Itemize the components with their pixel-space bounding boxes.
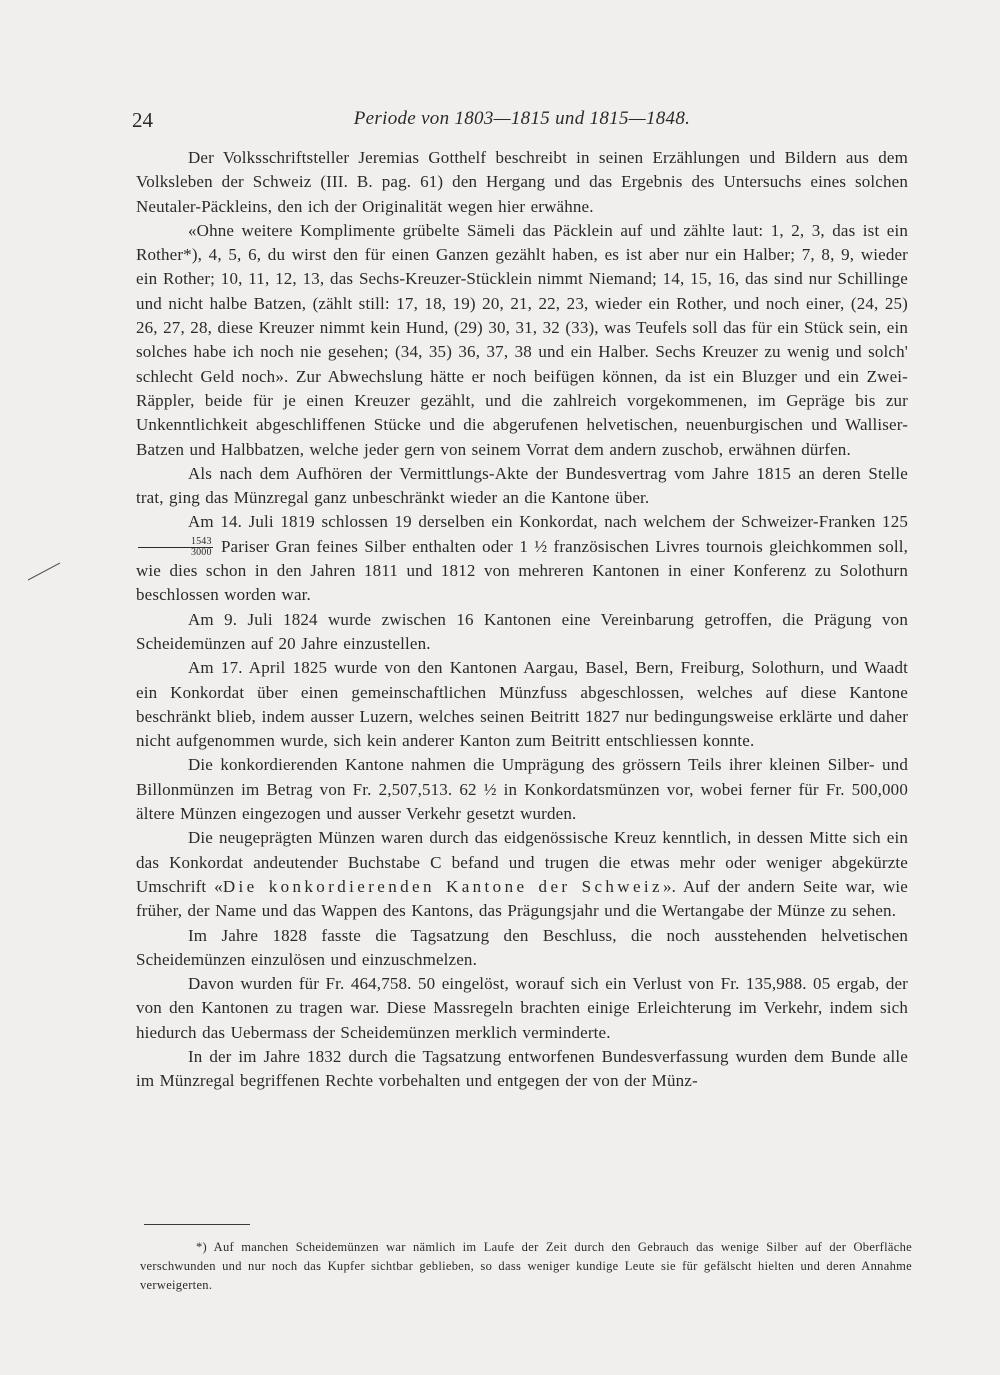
text-run: Zur Abwechslung hätte er noch beifügen können, da ist ein Bluzger und ein Zwei-Räppler, beide für je einen Kreuzer gezählt, und die zahlreich vorgekommenen, im Gepräge bis zur Unkenntlichkeit abgeschliffenen Stücke und die abgerufenen helvetischen, neuenburgischen und Walliser-Batzen und Halbbatzen, welche jeder gern von seinem Vorrat dem andern zuschob, erwähnen dürfen.: [136, 366, 908, 459]
paragraph: Der Volksschriftsteller Jeremias Gotthelf beschreibt in seinen Erzählungen und Bildern aus dem Volksleben der Schweiz (III. B. pag. 61) den Hergang und das Ergebnis des Untersuchs eines solchen Neutaler-Päckleins, den ich der Originalität wegen hier erwähne.: [136, 148, 908, 216]
paragraph: Am 17. April 1825 wurde von den Kantonen Aargau, Basel, Bern, Freiburg, Solothurn, und Waadt ein Konkordat über einen gemeinschaftlichen Münzfuss abgeschlossen, welches auf diese Kantone beschränkt blieb, indem ausser Luzern, welches seinen Beitritt 1827 nur bedingungsweise erklärte und daher nicht aufgenommen wurde, sich kein anderer Kanton zum Beitritt entschliessen konnte.: [136, 658, 908, 751]
pencil-mark: [26, 560, 62, 582]
text-run: Pariser Gran feines Silber enthalten oder 1 ½ französischen Livres tournois gleichkommen soll, wie dies schon in den Jahren 1811 und 1812 von mehreren Kantonen in einer Konferenz zu Solothurn beschlossen worden war.: [136, 536, 908, 605]
paragraph: [136, 826, 908, 923]
paragraph: [136, 219, 908, 462]
fraction: [138, 537, 213, 558]
paragraph: In der im Jahre 1832 durch die Tagsatzung entworfenen Bundesverfassung wurden dem Bunde alle im Münzregal begriffenen Rechte vorbehalten und entgegen der von der Münz-: [136, 1046, 908, 1091]
paragraph: Die konkordierenden Kantone nahmen die Umprägung des grössern Teils ihrer kleinen Silber- und Billonmünzen im Betrag von Fr. 2,507,513. 62 ½ in Konkordatsmünzen vor, wobei ferner für Fr. 500,000 ältere Münzen eingezogen und ausser Verkehr gesetzt wurden.: [136, 755, 908, 824]
page-number: 24: [132, 108, 153, 132]
paragraph: Davon wurden für Fr. 464,758. 50 eingelöst, worauf sich ein Verlust von Fr. 135,988. 05 ergab, der von den Kantonen zu tragen war. Diese Massregeln brachten einige Erleichterung im Verkehr, indem sich hiedurch das Uebermass der Scheidemünzen merklich verminderte.: [136, 974, 908, 1042]
text-run: ». Auf der andern Seite war, wie früher, der Name und das Wappen des Kantons, das Prägungsjahr und die Wertangabe der Münze zu sehen.: [136, 876, 908, 921]
running-title: Periode von 1803—1815 und 1815—1848.: [353, 108, 691, 129]
spaced-inscription: Die konkordierenden Kantone der Schweiz: [222, 876, 663, 896]
footnote-divider: [144, 1224, 250, 1225]
fraction-denominator: 3000: [191, 547, 212, 559]
paragraph: Am 9. Juli 1824 wurde zwischen 16 Kantonen eine Vereinbarung getroffen, die Prägung von Scheidemünzen auf 20 Jahre einzustellen.: [136, 609, 908, 653]
paragraph: Als nach dem Aufhören der Vermittlungs-Akte der Bundesvertrag vom Jahre 1815 an deren Stelle trat, ging das Münzregal ganz unbeschränkt wieder an die Kantone über.: [136, 463, 908, 508]
paragraph: Im Jahre 1828 fasste die Tagsatzung den Beschluss, die noch ausstehenden helvetischen Scheidemünzen einzulösen und einzuschmelzen.: [136, 925, 908, 969]
quotation: «Ohne weitere Komplimente grübelte Sämeli das Päcklein auf und zählte laut: 1, 2, 3, das ist ein Rother*), 4, 5, 6, du wirst den für einen Ganzen gezählt haben, es ist aber nur ein Halber; 7, 8, 9, wieder ein Rother; 10, 11, 12, 13, das Sechs-Kreuzer-Stücklein nimmt Niemand; 14, 15, 16, das sind nur Schillinge und nicht halbe Batzen, (zählt still: 17, 18, 19) 20, 21, 22, 23, wieder ein Rother, und noch einer, (24, 25) 26, 27, 28, diese Kreuzer nimmt kein Hund, (29) 30, 31, 32 (33), was Teufels soll das für ein Stück sein, ein solches habe ich noch nie gesehen; (34, 35) 36, 37, 38 und ein Halber. Sechs Kreuzer zu wenig und solch' schlecht Geld noch».: [136, 220, 908, 386]
text-run: Am 14. Juli 1819 schlossen 19 derselben ein Konkordat, nach welchem der Schweizer-Franken 125: [188, 512, 908, 532]
main-text: [136, 146, 908, 1094]
text-run: Die neugeprägten Münzen waren durch das eidgenössische Kreuz kenntlich, in dessen Mitte sich ein das Konkordat andeutender Buchstabe C befand und trugen die etwas mehr oder weniger abgekürzte Umschrift «: [136, 828, 908, 896]
paragraph: [136, 510, 908, 607]
fraction-numerator: 1543: [138, 537, 213, 548]
footnote: *) Auf manchen Scheidemünzen war nämlich im Laufe der Zeit durch den Gebrauch das wenige Silber auf der Oberfläche verschwunden und nur noch das Kupfer sichtbar geblieben, so dass weniger kundige Leute sie für gefälscht hielten und deren Annahme verweigerten.: [140, 1240, 912, 1292]
page-header: [132, 108, 912, 138]
